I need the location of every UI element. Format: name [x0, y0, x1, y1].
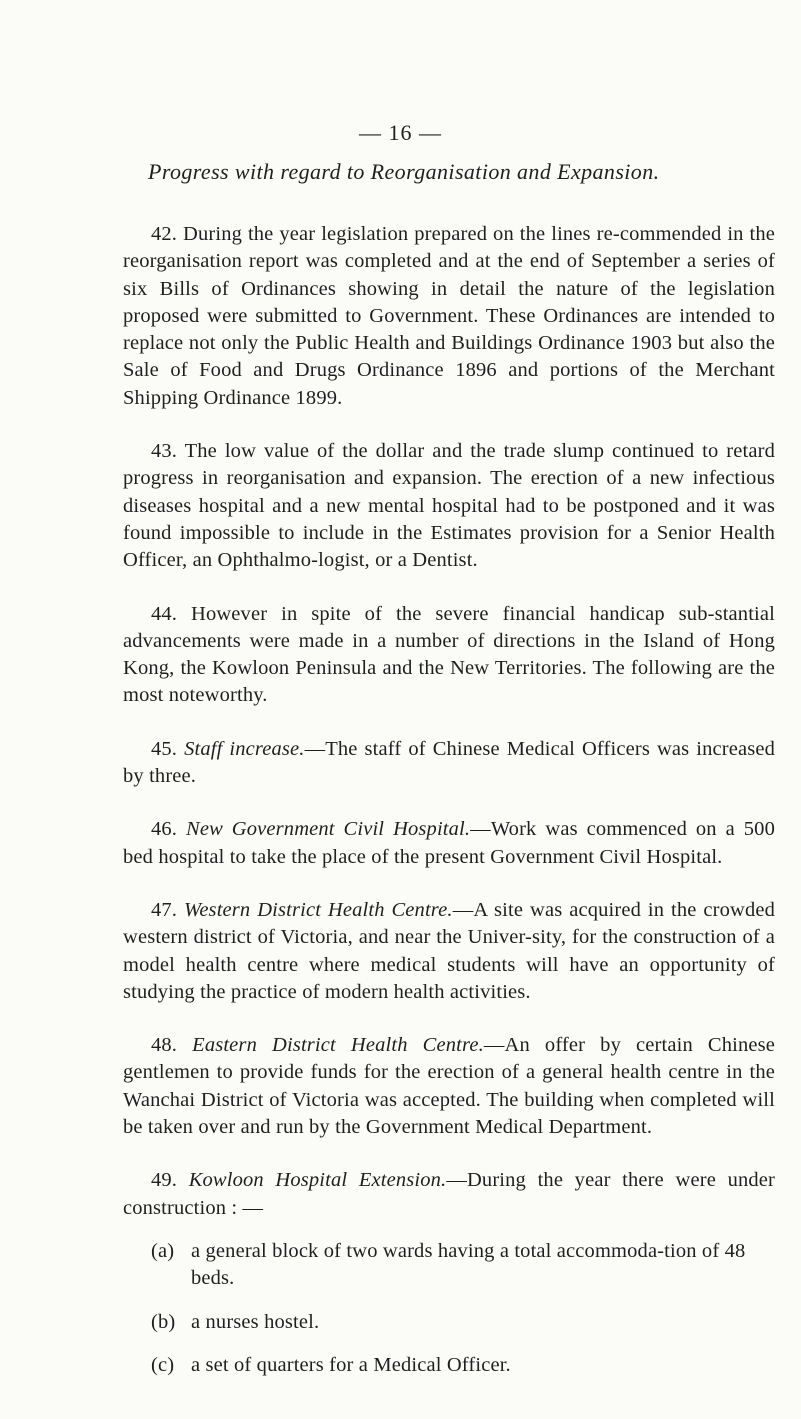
paragraph-49-title: Kowloon Hospital Extension. — [188, 1169, 447, 1192]
list-item-text: a nurses hostel. — [191, 1310, 320, 1333]
paragraph-46-title: New Government Civil Hospital. — [186, 818, 471, 841]
paragraph-45-title: Staff increase. — [184, 737, 305, 760]
paragraph-47-text: —A site was acquired in the crowded western district of Victoria, and near the Univer-sity, for the construction of a model health centre where medical students will have an opportunity of studying the practice of modern health activities. — [123, 898, 775, 1003]
paragraph-49-text: —During the year there were under construction : — — [123, 1169, 775, 1219]
list-item — [123, 1352, 775, 1379]
paragraph-47-number: 47. — [151, 898, 178, 921]
paragraph-44 — [123, 601, 775, 710]
paragraph-42-text: 42. During the year legislation prepared on the lines re-commended in the reorganisation report was completed and at the end of September a series of six Bills of Ordinances showing in detail the nature of the legislation proposed were submitted to Government. These Ordinances are intended to replace not only the Public Health and Buildings Ordinance 1903 but also the Sale of Food and Drugs Ordinance 1896 and portions of the Merchant Shipping Ordinance 1899. — [123, 223, 775, 409]
paragraph-42 — [123, 221, 775, 412]
paragraph-44-text: 44. However in spite of the severe financial handicap sub-stantial advancements were made in a number of directions in the Island of Hong Kong, the Kowloon Peninsula and the New Territories. The following are the most noteworthy. — [123, 602, 775, 707]
body-text — [123, 221, 775, 1395]
paragraph-48-text: —An offer by certain Chinese gentlemen to provide funds for the erection of a general health centre in the Wanchai District of Victoria was accepted. The building when completed will be taken over and run by the Government Medical Department. — [123, 1034, 775, 1139]
paragraph-47-title: Western District Health Centre. — [183, 898, 453, 921]
construction-list — [123, 1238, 775, 1379]
paragraph-47 — [123, 897, 775, 1006]
paragraph-46-number: 46. — [151, 818, 178, 841]
paragraph-46-text: —Work was commenced on a 500 bed hospital to take the place of the present Government Civil Hospital. — [123, 818, 775, 868]
page-number: — 16 — — [359, 120, 442, 145]
paragraph-48-title: Eastern District Health Centre. — [192, 1034, 484, 1057]
paragraph-43-text: 43. The low value of the dollar and the trade slump continued to retard progress in reorganisation and expansion. The erection of a new infectious diseases hospital and a new mental hospital had to be postponed and it was found impossible to include in the Estimates provision for a Senior Health Officer, an Ophthalmo-logist, or a Dentist. — [123, 440, 775, 572]
list-item — [123, 1309, 775, 1336]
paragraph-45 — [123, 736, 775, 791]
paragraph-45-number: 45. — [151, 737, 178, 760]
paragraph-43 — [123, 438, 775, 574]
paragraph-46 — [123, 816, 775, 871]
list-item — [123, 1238, 775, 1293]
paragraph-48 — [123, 1032, 775, 1141]
list-item-text: a general block of two wards having a total accommoda-tion of 48 beds. — [191, 1239, 746, 1290]
list-item-marker: (a) — [151, 1239, 175, 1262]
list-item-marker: (c) — [151, 1353, 175, 1376]
paragraph-49 — [123, 1167, 775, 1222]
paragraph-49-number: 49. — [151, 1169, 178, 1192]
section-heading: Progress with regard to Reorganisation and Expansion. — [148, 159, 660, 184]
paragraph-45-text: —The staff of Chinese Medical Officers was increased by three. — [123, 737, 776, 788]
list-item-text: a set of quarters for a Medical Officer. — [191, 1353, 511, 1376]
paragraph-48-number: 48. — [151, 1034, 178, 1057]
list-item-marker: (b) — [151, 1310, 176, 1333]
